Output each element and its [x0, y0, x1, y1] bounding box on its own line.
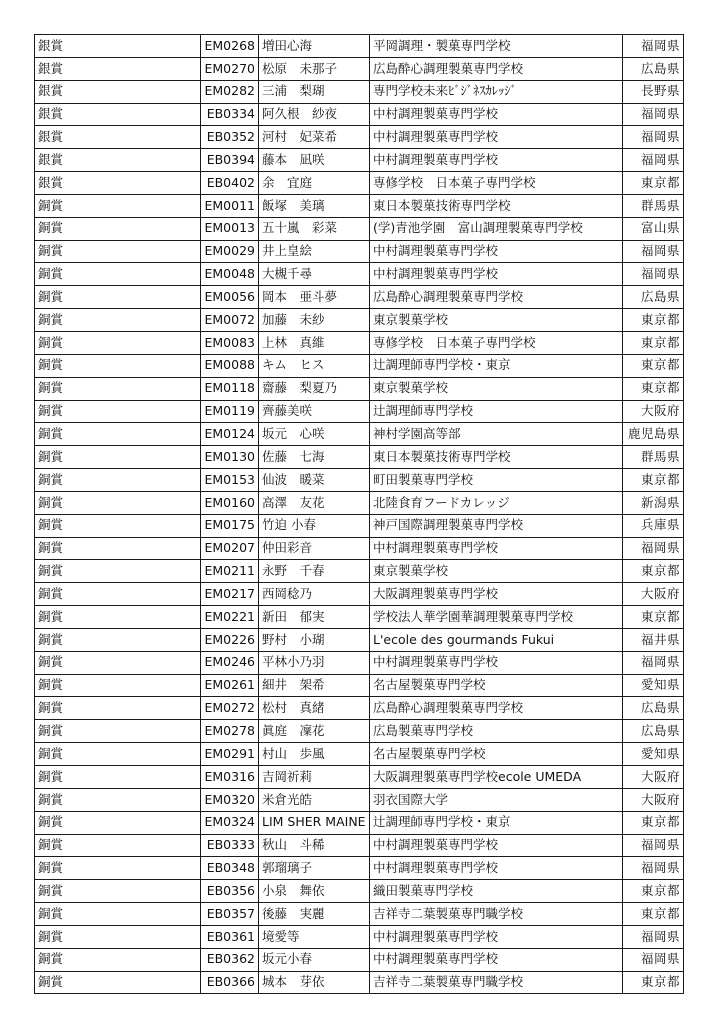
- prefecture-cell: 大阪府: [623, 788, 684, 811]
- prefecture-cell: 東京都: [623, 606, 684, 629]
- table-row: [35, 354, 684, 377]
- prefecture-cell: 福井県: [623, 628, 684, 651]
- award-cell: 銅賞: [35, 400, 201, 423]
- prefecture-cell: 愛知県: [623, 743, 684, 766]
- prefecture-cell: 鹿児島県: [623, 423, 684, 446]
- award-cell: 銅賞: [35, 217, 201, 240]
- award-cell: 銅賞: [35, 925, 201, 948]
- school-name-cell: 中村調理製菓専門学校: [370, 240, 623, 263]
- entry-id-cell: EM0160: [201, 491, 259, 514]
- prefecture-cell: 東京都: [623, 172, 684, 195]
- contestant-name-cell: 松村 真緒: [259, 697, 370, 720]
- contestant-name-cell: 竹迫 小春: [259, 514, 370, 537]
- contestant-name-cell: キム ヒス: [259, 354, 370, 377]
- award-cell: 銀賞: [35, 126, 201, 149]
- school-name-cell: 専修学校 日本菓子専門学校: [370, 331, 623, 354]
- award-cell: 銅賞: [35, 766, 201, 789]
- table-row: [35, 80, 684, 103]
- prefecture-cell: 福岡県: [623, 126, 684, 149]
- table-row: [35, 286, 684, 309]
- entry-id-cell: EM0316: [201, 766, 259, 789]
- contestant-name-cell: 仙波 暖菜: [259, 469, 370, 492]
- school-name-cell: 羽衣国際大学: [370, 788, 623, 811]
- prefecture-cell: 東京都: [623, 811, 684, 834]
- table-row: [35, 834, 684, 857]
- contestant-name-cell: 三浦 梨瑚: [259, 80, 370, 103]
- entry-id-cell: EM0124: [201, 423, 259, 446]
- contestant-name-cell: 五十嵐 彩菜: [259, 217, 370, 240]
- award-cell: 銅賞: [35, 834, 201, 857]
- entry-id-cell: EB0357: [201, 903, 259, 926]
- prefecture-cell: 福岡県: [623, 103, 684, 126]
- school-name-cell: 東京製菓学校: [370, 560, 623, 583]
- contestant-name-cell: 野村 小瑚: [259, 628, 370, 651]
- entry-id-cell: EM0083: [201, 331, 259, 354]
- school-name-cell: 平岡調理・製菓専門学校: [370, 35, 623, 58]
- contestant-name-cell: 余 宜庭: [259, 172, 370, 195]
- award-cell: 銅賞: [35, 491, 201, 514]
- school-name-cell: 吉祥寺二葉製菓専門職学校: [370, 903, 623, 926]
- school-name-cell: (学)青池学園 富山調理製菓専門学校: [370, 217, 623, 240]
- award-cell: 銅賞: [35, 446, 201, 469]
- contestant-name-cell: 上林 真維: [259, 331, 370, 354]
- entry-id-cell: EM0072: [201, 309, 259, 332]
- prefecture-cell: 富山県: [623, 217, 684, 240]
- table-row: [35, 697, 684, 720]
- award-cell: 銀賞: [35, 35, 201, 58]
- table-row: [35, 811, 684, 834]
- table-row: [35, 743, 684, 766]
- award-cell: 銅賞: [35, 286, 201, 309]
- table-row: [35, 217, 684, 240]
- contestant-name-cell: 西岡稔乃: [259, 583, 370, 606]
- award-results-table: [34, 34, 684, 994]
- contestant-name-cell: 齊藤美咲: [259, 400, 370, 423]
- entry-id-cell: EB0352: [201, 126, 259, 149]
- contestant-name-cell: 岡本 亜斗夢: [259, 286, 370, 309]
- school-name-cell: L'ecole des gourmands Fukui: [370, 628, 623, 651]
- school-name-cell: 吉祥寺二葉製菓専門職学校: [370, 971, 623, 994]
- table-row: [35, 857, 684, 880]
- entry-id-cell: EM0324: [201, 811, 259, 834]
- entry-id-cell: EM0246: [201, 651, 259, 674]
- table-row: [35, 263, 684, 286]
- school-name-cell: 東京製菓学校: [370, 309, 623, 332]
- award-cell: 銀賞: [35, 149, 201, 172]
- prefecture-cell: 東京都: [623, 354, 684, 377]
- school-name-cell: 広島酔心調理製菓専門学校: [370, 697, 623, 720]
- entry-id-cell: EB0333: [201, 834, 259, 857]
- prefecture-cell: 福岡県: [623, 948, 684, 971]
- prefecture-cell: 広島県: [623, 697, 684, 720]
- prefecture-cell: 福岡県: [623, 651, 684, 674]
- table-row: [35, 948, 684, 971]
- school-name-cell: 中村調理製菓専門学校: [370, 651, 623, 674]
- entry-id-cell: EM0153: [201, 469, 259, 492]
- school-name-cell: 名古屋製菓専門学校: [370, 743, 623, 766]
- table-row: [35, 35, 684, 58]
- prefecture-cell: 福岡県: [623, 149, 684, 172]
- school-name-cell: 中村調理製菓専門学校: [370, 948, 623, 971]
- entry-id-cell: EM0320: [201, 788, 259, 811]
- school-name-cell: 大阪調理製菓専門学校ecole UMEDA: [370, 766, 623, 789]
- contestant-name-cell: 平林小乃羽: [259, 651, 370, 674]
- school-name-cell: 北陸食育フードカレッジ: [370, 491, 623, 514]
- contestant-name-cell: 小泉 舞依: [259, 880, 370, 903]
- award-cell: 銀賞: [35, 172, 201, 195]
- school-name-cell: 中村調理製菓専門学校: [370, 126, 623, 149]
- award-cell: 銅賞: [35, 606, 201, 629]
- award-cell: 銅賞: [35, 971, 201, 994]
- entry-id-cell: EM0268: [201, 35, 259, 58]
- table-row: [35, 491, 684, 514]
- prefecture-cell: 大阪府: [623, 766, 684, 789]
- school-name-cell: 広島酔心調理製菓専門学校: [370, 286, 623, 309]
- contestant-name-cell: LIM SHER MAINE: [259, 811, 370, 834]
- school-name-cell: 織田製菓専門学校: [370, 880, 623, 903]
- entry-id-cell: EM0278: [201, 720, 259, 743]
- entry-id-cell: EB0394: [201, 149, 259, 172]
- entry-id-cell: EM0217: [201, 583, 259, 606]
- prefecture-cell: 福岡県: [623, 834, 684, 857]
- prefecture-cell: 新潟県: [623, 491, 684, 514]
- prefecture-cell: 福岡県: [623, 35, 684, 58]
- prefecture-cell: 大阪府: [623, 400, 684, 423]
- table-row: [35, 194, 684, 217]
- table-row: [35, 172, 684, 195]
- contestant-name-cell: 飯塚 美璃: [259, 194, 370, 217]
- award-cell: 銅賞: [35, 194, 201, 217]
- entry-id-cell: EB0356: [201, 880, 259, 903]
- prefecture-cell: 福岡県: [623, 857, 684, 880]
- award-cell: 銅賞: [35, 743, 201, 766]
- entry-id-cell: EM0221: [201, 606, 259, 629]
- prefecture-cell: 兵庫県: [623, 514, 684, 537]
- award-cell: 銅賞: [35, 583, 201, 606]
- prefecture-cell: 広島県: [623, 286, 684, 309]
- table-row: [35, 651, 684, 674]
- contestant-name-cell: 仲田彩音: [259, 537, 370, 560]
- entry-id-cell: EB0361: [201, 925, 259, 948]
- contestant-name-cell: 加藤 未紗: [259, 309, 370, 332]
- entry-id-cell: EM0207: [201, 537, 259, 560]
- contestant-name-cell: 大槻千尋: [259, 263, 370, 286]
- table-row: [35, 560, 684, 583]
- entry-id-cell: EM0088: [201, 354, 259, 377]
- award-cell: 銅賞: [35, 857, 201, 880]
- entry-id-cell: EM0291: [201, 743, 259, 766]
- table-row: [35, 377, 684, 400]
- school-name-cell: 学校法人華学園華調理製菓専門学校: [370, 606, 623, 629]
- prefecture-cell: 群馬県: [623, 446, 684, 469]
- table-row: [35, 788, 684, 811]
- entry-id-cell: EM0272: [201, 697, 259, 720]
- contestant-name-cell: 村山 歩風: [259, 743, 370, 766]
- award-cell: 銅賞: [35, 811, 201, 834]
- award-cell: 銀賞: [35, 57, 201, 80]
- contestant-name-cell: 細井 架希: [259, 674, 370, 697]
- table-row: [35, 423, 684, 446]
- table-row: [35, 606, 684, 629]
- entry-id-cell: EB0366: [201, 971, 259, 994]
- award-cell: 銀賞: [35, 103, 201, 126]
- school-name-cell: 中村調理製菓専門学校: [370, 149, 623, 172]
- award-cell: 銅賞: [35, 331, 201, 354]
- award-cell: 銅賞: [35, 537, 201, 560]
- table-row: [35, 57, 684, 80]
- prefecture-cell: 福岡県: [623, 263, 684, 286]
- award-cell: 銅賞: [35, 651, 201, 674]
- table-row: [35, 628, 684, 651]
- award-cell: 銅賞: [35, 514, 201, 537]
- award-cell: 銅賞: [35, 674, 201, 697]
- entry-id-cell: EM0119: [201, 400, 259, 423]
- prefecture-cell: 東京都: [623, 469, 684, 492]
- table-row: [35, 331, 684, 354]
- contestant-name-cell: 眞庭 凜花: [259, 720, 370, 743]
- contestant-name-cell: 松原 未那子: [259, 57, 370, 80]
- school-name-cell: 町田製菓専門学校: [370, 469, 623, 492]
- school-name-cell: 中村調理製菓専門学校: [370, 103, 623, 126]
- award-cell: 銅賞: [35, 240, 201, 263]
- contestant-name-cell: 坂元小春: [259, 948, 370, 971]
- award-cell: 銅賞: [35, 903, 201, 926]
- school-name-cell: 中村調理製菓専門学校: [370, 857, 623, 880]
- award-cell: 銅賞: [35, 423, 201, 446]
- prefecture-cell: 福岡県: [623, 925, 684, 948]
- award-cell: 銅賞: [35, 469, 201, 492]
- contestant-name-cell: 新田 郁実: [259, 606, 370, 629]
- entry-id-cell: EM0226: [201, 628, 259, 651]
- contestant-name-cell: 河村 妃菜希: [259, 126, 370, 149]
- prefecture-cell: 東京都: [623, 560, 684, 583]
- prefecture-cell: 愛知県: [623, 674, 684, 697]
- contestant-name-cell: 城本 芽依: [259, 971, 370, 994]
- school-name-cell: 東日本製菓技術専門学校: [370, 446, 623, 469]
- school-name-cell: 名古屋製菓専門学校: [370, 674, 623, 697]
- table-row: [35, 925, 684, 948]
- entry-id-cell: EM0011: [201, 194, 259, 217]
- table-row: [35, 720, 684, 743]
- school-name-cell: 東日本製菓技術専門学校: [370, 194, 623, 217]
- contestant-name-cell: 米倉光皓: [259, 788, 370, 811]
- contestant-name-cell: 阿久根 紗夜: [259, 103, 370, 126]
- award-cell: 銅賞: [35, 880, 201, 903]
- award-cell: 銅賞: [35, 628, 201, 651]
- table-row: [35, 469, 684, 492]
- award-results-body: [35, 35, 684, 994]
- contestant-name-cell: 井上皇絵: [259, 240, 370, 263]
- entry-id-cell: EM0270: [201, 57, 259, 80]
- school-name-cell: 辻調理師専門学校: [370, 400, 623, 423]
- entry-id-cell: EM0282: [201, 80, 259, 103]
- school-name-cell: 専門学校未来ﾋﾞｼﾞﾈｽｶﾚｯｼﾞ: [370, 80, 623, 103]
- entry-id-cell: EM0013: [201, 217, 259, 240]
- prefecture-cell: 広島県: [623, 720, 684, 743]
- contestant-name-cell: 高澤 友花: [259, 491, 370, 514]
- table-row: [35, 971, 684, 994]
- prefecture-cell: 福岡県: [623, 537, 684, 560]
- entry-id-cell: EM0130: [201, 446, 259, 469]
- prefecture-cell: 東京都: [623, 903, 684, 926]
- school-name-cell: 広島酔心調理製菓専門学校: [370, 57, 623, 80]
- prefecture-cell: 東京都: [623, 377, 684, 400]
- contestant-name-cell: 永野 千春: [259, 560, 370, 583]
- prefecture-cell: 東京都: [623, 880, 684, 903]
- entry-id-cell: EM0029: [201, 240, 259, 263]
- contestant-name-cell: 坂元 心咲: [259, 423, 370, 446]
- prefecture-cell: 群馬県: [623, 194, 684, 217]
- entry-id-cell: EM0118: [201, 377, 259, 400]
- award-cell: 銅賞: [35, 720, 201, 743]
- school-name-cell: 東京製菓学校: [370, 377, 623, 400]
- contestant-name-cell: 齋藤 梨夏乃: [259, 377, 370, 400]
- school-name-cell: 神戸国際調理製菓専門学校: [370, 514, 623, 537]
- table-row: [35, 674, 684, 697]
- entry-id-cell: EM0048: [201, 263, 259, 286]
- school-name-cell: 辻調理師専門学校・東京: [370, 354, 623, 377]
- entry-id-cell: EM0056: [201, 286, 259, 309]
- table-row: [35, 766, 684, 789]
- contestant-name-cell: 境愛等: [259, 925, 370, 948]
- entry-id-cell: EM0261: [201, 674, 259, 697]
- contestant-name-cell: 秋山 斗稀: [259, 834, 370, 857]
- contestant-name-cell: 郭瑠璃子: [259, 857, 370, 880]
- award-cell: 銅賞: [35, 788, 201, 811]
- entry-id-cell: EB0362: [201, 948, 259, 971]
- prefecture-cell: 東京都: [623, 309, 684, 332]
- contestant-name-cell: 吉岡祈莉: [259, 766, 370, 789]
- award-cell: 銅賞: [35, 697, 201, 720]
- award-cell: 銀賞: [35, 80, 201, 103]
- table-row: [35, 903, 684, 926]
- award-cell: 銅賞: [35, 354, 201, 377]
- contestant-name-cell: 後藤 実麗: [259, 903, 370, 926]
- prefecture-cell: 大阪府: [623, 583, 684, 606]
- table-row: [35, 240, 684, 263]
- entry-id-cell: EB0348: [201, 857, 259, 880]
- table-row: [35, 514, 684, 537]
- table-row: [35, 583, 684, 606]
- award-cell: 銅賞: [35, 948, 201, 971]
- table-row: [35, 126, 684, 149]
- award-cell: 銅賞: [35, 377, 201, 400]
- entry-id-cell: EM0175: [201, 514, 259, 537]
- contestant-name-cell: 佐藤 七海: [259, 446, 370, 469]
- school-name-cell: 中村調理製菓専門学校: [370, 925, 623, 948]
- table-row: [35, 446, 684, 469]
- entry-id-cell: EM0211: [201, 560, 259, 583]
- prefecture-cell: 福岡県: [623, 240, 684, 263]
- school-name-cell: 辻調理師専門学校・東京: [370, 811, 623, 834]
- school-name-cell: 中村調理製菓専門学校: [370, 834, 623, 857]
- award-cell: 銅賞: [35, 263, 201, 286]
- table-row: [35, 537, 684, 560]
- table-row: [35, 309, 684, 332]
- award-cell: 銅賞: [35, 560, 201, 583]
- table-row: [35, 103, 684, 126]
- school-name-cell: 神村学園高等部: [370, 423, 623, 446]
- award-cell: 銅賞: [35, 309, 201, 332]
- entry-id-cell: EB0334: [201, 103, 259, 126]
- contestant-name-cell: 増田心海: [259, 35, 370, 58]
- school-name-cell: 中村調理製菓専門学校: [370, 537, 623, 560]
- table-row: [35, 880, 684, 903]
- school-name-cell: 広島製菓専門学校: [370, 720, 623, 743]
- school-name-cell: 大阪調理製菓専門学校: [370, 583, 623, 606]
- prefecture-cell: 広島県: [623, 57, 684, 80]
- table-row: [35, 149, 684, 172]
- prefecture-cell: 長野県: [623, 80, 684, 103]
- school-name-cell: 中村調理製菓専門学校: [370, 263, 623, 286]
- school-name-cell: 専修学校 日本菓子専門学校: [370, 172, 623, 195]
- entry-id-cell: EB0402: [201, 172, 259, 195]
- prefecture-cell: 東京都: [623, 331, 684, 354]
- table-row: [35, 400, 684, 423]
- contestant-name-cell: 藤本 凪咲: [259, 149, 370, 172]
- prefecture-cell: 東京都: [623, 971, 684, 994]
